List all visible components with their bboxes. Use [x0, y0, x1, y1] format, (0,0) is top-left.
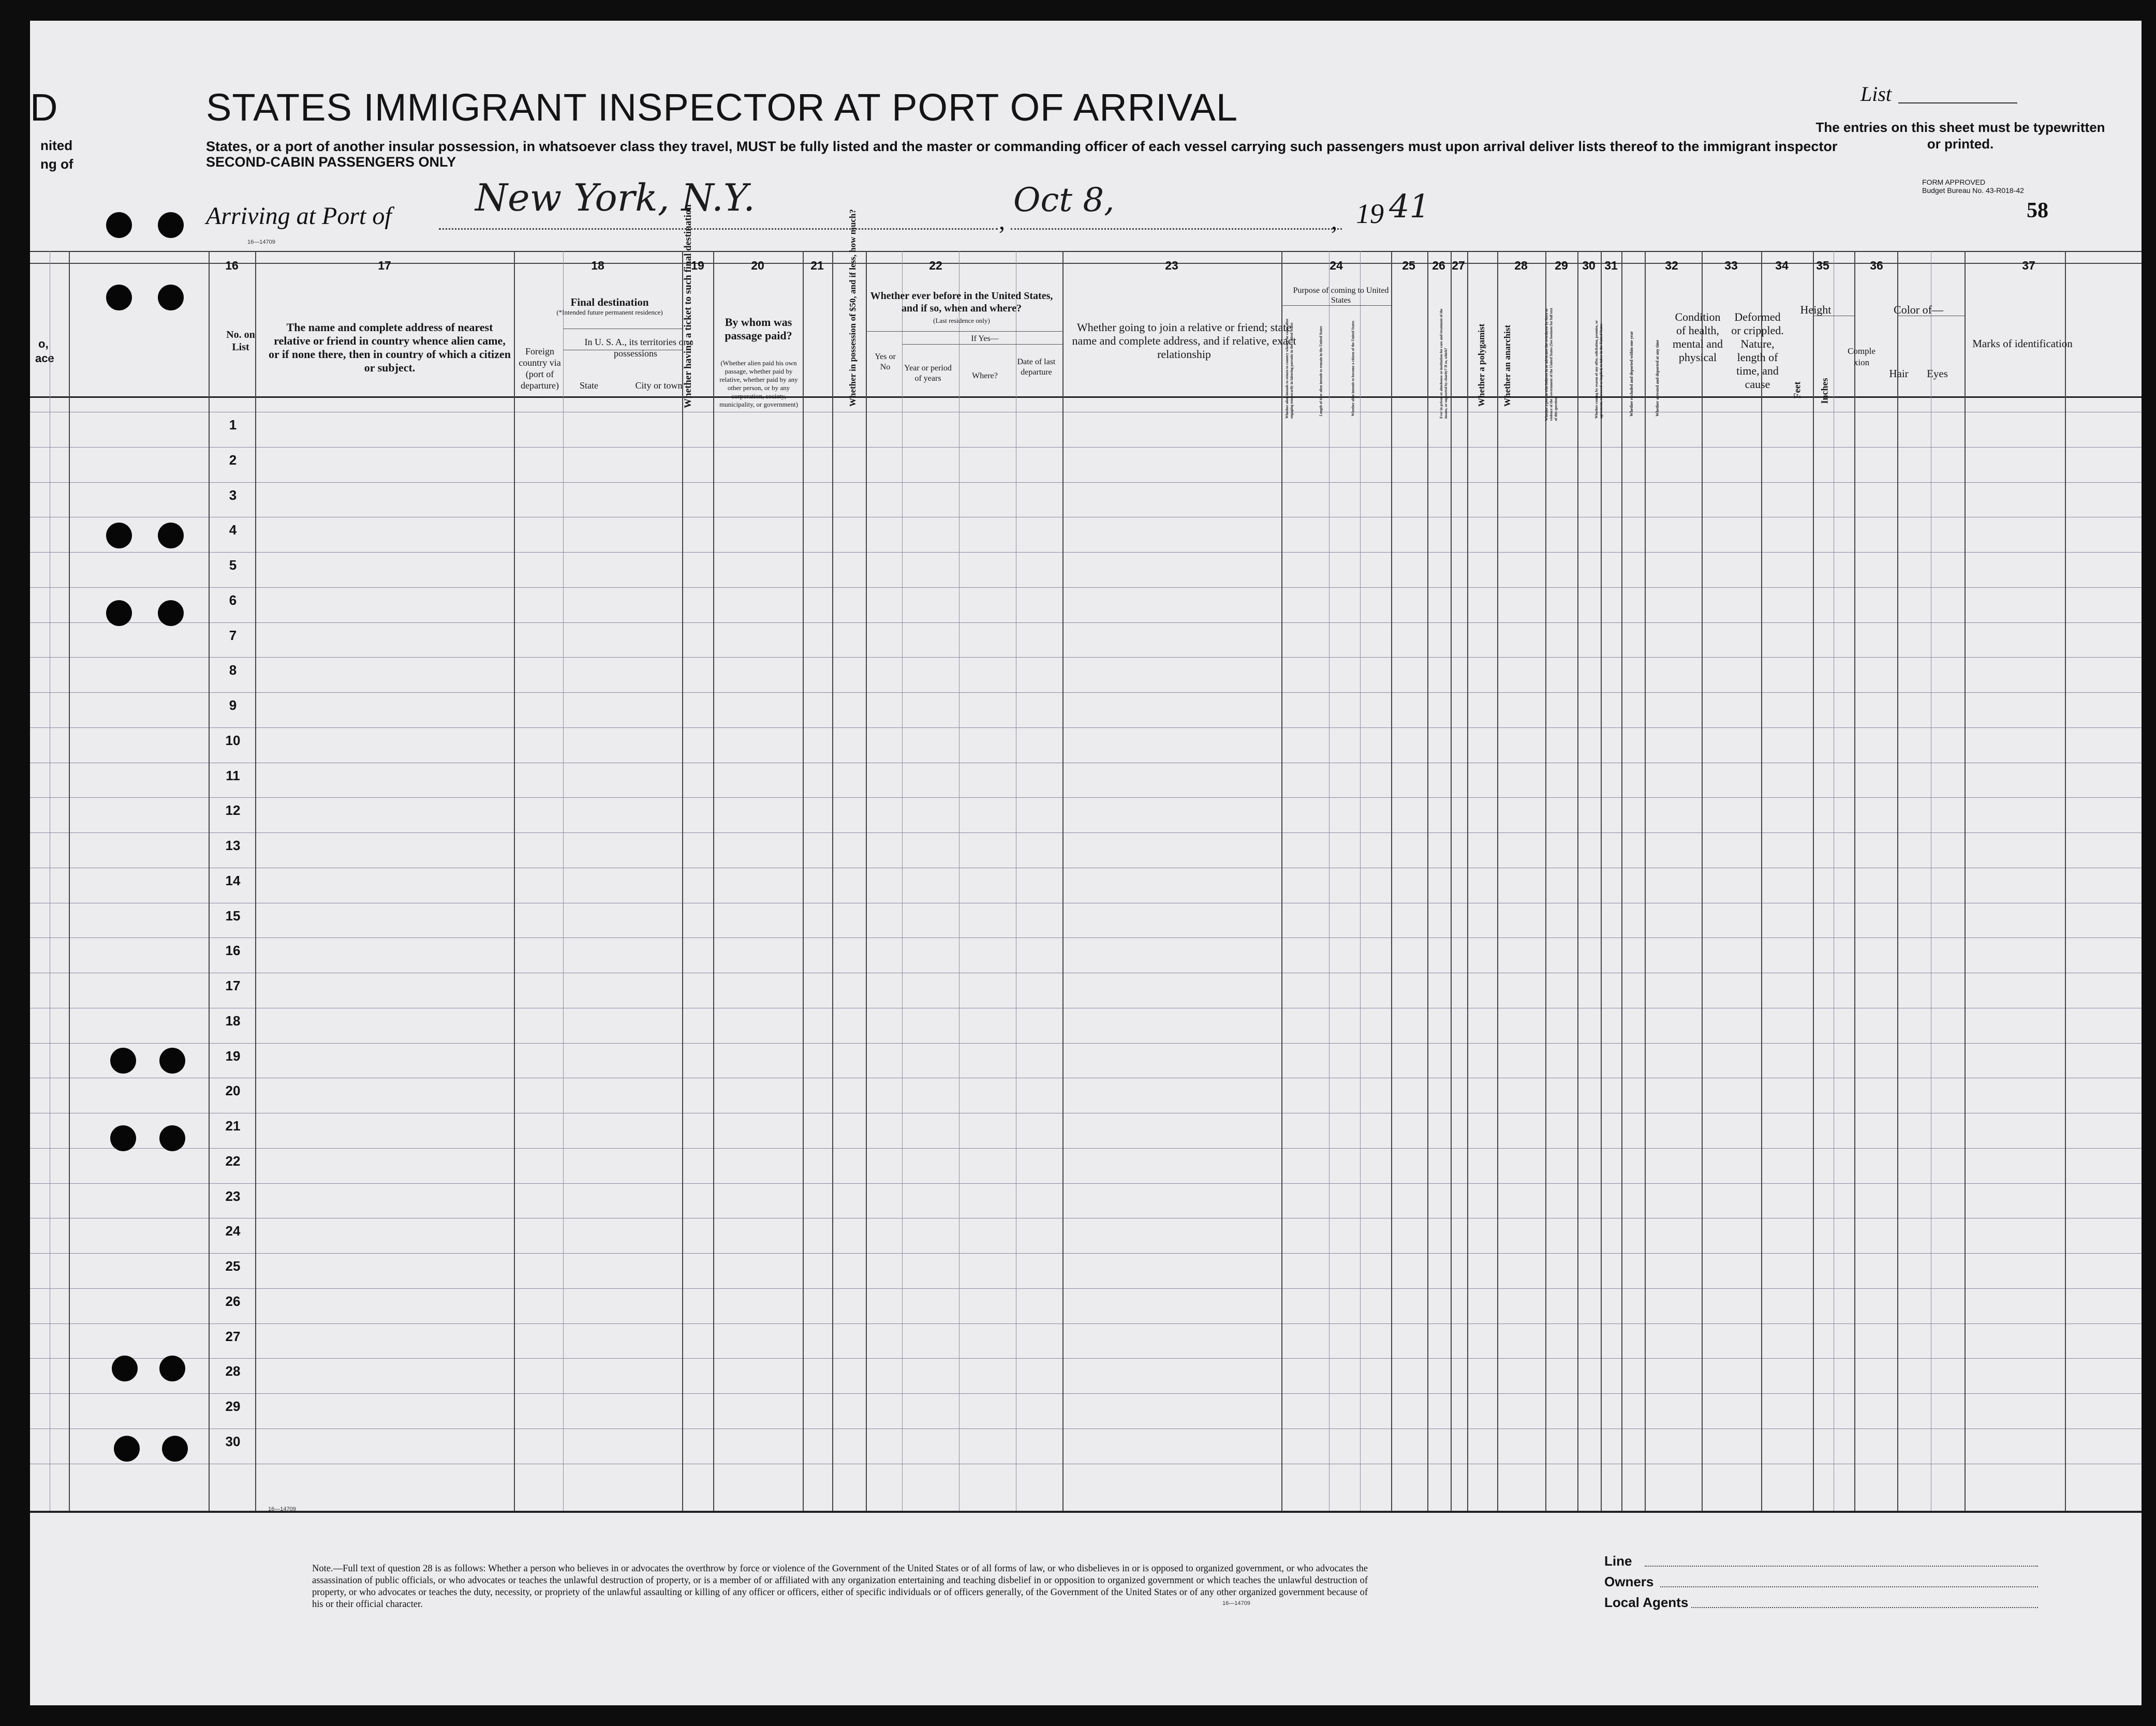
left-edge-text-2: ng of	[40, 156, 73, 172]
punch-hole	[159, 1125, 185, 1151]
left-edge-text-4: ace	[35, 352, 54, 365]
row-line	[30, 692, 2142, 693]
column-divider	[866, 251, 867, 1511]
col37-header: Marks of identification	[1972, 337, 2073, 350]
col22-note: (Last residence only)	[933, 317, 990, 324]
column-number-30: 30	[1582, 259, 1596, 272]
date-line	[1011, 228, 1342, 230]
column-divider	[1854, 251, 1855, 1511]
table-bottom-rule	[30, 1511, 2142, 1513]
col30-header: Whether excluded and deported within one year	[1629, 331, 1634, 416]
owners-field	[1660, 1586, 2038, 1587]
col25-header: Ever in prison or almshouse or institution for care and treatment of the insane, or supported by charity? If so, which?	[1439, 308, 1448, 419]
row-line	[30, 832, 2142, 833]
row-line	[30, 587, 2142, 588]
arriving-at-port-label: Arriving at Port of	[206, 202, 392, 230]
col23-header: Whether going to join a relative or friend; state name and complete address, and if relative, exact relationship	[1072, 321, 1296, 361]
owners-label: Owners	[1604, 1574, 1654, 1589]
column-divider	[1329, 251, 1330, 1511]
row-number-8: 8	[229, 662, 237, 678]
row-number-18: 18	[225, 1013, 241, 1029]
column-number-37: 37	[2022, 259, 2035, 272]
typewritten-notice: The entries on this sheet must be typewritten or printed.	[1815, 120, 2105, 152]
col16-header: No. on List	[226, 329, 255, 353]
column-number-33: 33	[1724, 259, 1738, 272]
row-number-22: 22	[225, 1153, 241, 1169]
row-number-10: 10	[225, 732, 241, 748]
column-divider	[1281, 251, 1282, 1511]
row-number-16: 16	[225, 943, 241, 959]
column-number-32: 32	[1665, 259, 1678, 272]
col18-state: State	[580, 380, 598, 391]
row-number-4: 4	[229, 522, 237, 538]
punch-hole	[158, 285, 184, 310]
row-line	[30, 1393, 2142, 1394]
punch-hole	[158, 523, 184, 548]
col24-sub-rule	[1281, 305, 1391, 306]
col28-header: Whether a person who believes in or advocates the overthrow by force or violence of the Government of the United States (See footnote for full text of this question)	[1544, 308, 1558, 421]
row-number-24: 24	[225, 1223, 241, 1239]
column-number-22: 22	[929, 259, 942, 272]
row-line	[30, 1183, 2142, 1184]
row-line	[30, 447, 2142, 448]
port-handwritten: New York, N.Y.	[475, 176, 755, 219]
column-divider	[1360, 251, 1361, 1511]
column-number-17: 17	[378, 259, 391, 272]
form-number-top: 16—14709	[247, 239, 275, 245]
row-number-26: 26	[225, 1293, 241, 1309]
col18-note: (*Intended future permanent residence)	[556, 308, 663, 316]
punch-hole	[110, 1048, 136, 1074]
column-number-19: 19	[691, 259, 704, 272]
col33-header: Deformed or crippled. Nature, length of time, and cause	[1731, 310, 1784, 391]
row-number-25: 25	[225, 1258, 241, 1274]
column-number-36: 36	[1870, 259, 1883, 272]
column-number-23: 23	[1165, 259, 1178, 272]
column-number-25: 25	[1402, 259, 1415, 272]
column-number-34: 34	[1775, 259, 1789, 272]
column-divider	[1813, 251, 1814, 1511]
punch-hole	[106, 212, 132, 238]
col27-header: Whether an anarchist	[1502, 324, 1512, 407]
row-number-13: 13	[225, 838, 241, 853]
column-divider	[1645, 251, 1646, 1511]
manifest-sheet	[30, 21, 2142, 1705]
col17-header: The name and complete address of nearest relative or friend in country whence alien came, or if none there, then in country of which a citizen or subject.	[269, 321, 511, 374]
col22-if-yes: If Yes—	[971, 334, 999, 343]
row-number-6: 6	[229, 592, 237, 608]
col32-header: Condition of health, mental and physical	[1672, 310, 1723, 364]
row-line	[30, 657, 2142, 658]
line-field	[1645, 1565, 2038, 1567]
column-number-29: 29	[1555, 259, 1568, 272]
col24-b: Length of time alien intends to remain in the United States	[1319, 326, 1323, 416]
column-divider	[1621, 251, 1622, 1511]
row-line	[30, 1043, 2142, 1044]
column-divider	[902, 251, 903, 1511]
column-divider	[2065, 251, 2066, 1511]
row-number-12: 12	[225, 802, 241, 819]
comma-1: ,	[999, 207, 1005, 235]
col24-title: Purpose of coming to United States	[1293, 286, 1389, 305]
port-line	[439, 228, 998, 230]
col22-where: Where?	[972, 371, 998, 380]
local-agents-field	[1691, 1606, 2038, 1608]
column-divider	[1062, 251, 1064, 1511]
column-divider	[1702, 251, 1703, 1511]
col19-header: Whether having a ticket to such final destination	[683, 204, 693, 408]
punch-hole	[158, 600, 184, 626]
column-divider	[1545, 251, 1546, 1511]
column-number-16: 16	[225, 259, 239, 272]
col31-header: Whether arrested and deported at any time	[1655, 339, 1660, 416]
punch-hole	[159, 1356, 185, 1381]
column-number-31: 31	[1604, 259, 1618, 272]
row-number-30: 30	[225, 1433, 241, 1449]
left-edge-text-3: o,	[38, 337, 49, 350]
row-number-23: 23	[225, 1188, 241, 1204]
date-handwritten: Oct 8,	[1013, 181, 1115, 219]
column-divider	[803, 251, 804, 1511]
row-number-9: 9	[229, 697, 237, 713]
row-line	[30, 1323, 2142, 1324]
column-divider	[1601, 251, 1602, 1511]
header-subtitle: States, or a port of another insular possession, in whatsoever class they travel, MUST be fully listed and the master or commanding officer of each vessel carrying such passengers must upon arrival deliver lists thereof to the immigrant inspector	[206, 139, 1838, 154]
column-divider	[1497, 251, 1498, 1511]
row-line	[30, 727, 2142, 728]
col36-hair: Hair	[1889, 367, 1909, 380]
col29-header: Whether coming by reason of any offer, solicitation, promise, or agreement, expressed or implied, to labor in the United States	[1594, 320, 1603, 419]
col22-date: Date of last departure	[1017, 358, 1056, 377]
col22-sub-rule	[866, 331, 1062, 332]
row-number-2: 2	[229, 452, 237, 468]
punch-hole	[106, 523, 132, 548]
punch-hole	[158, 212, 184, 238]
col22-sub-rule	[902, 344, 1062, 345]
header-top-rule	[30, 251, 2142, 252]
comma-2: ,	[1331, 207, 1337, 235]
col20-note: (Whether alien paid his own passage, whether paid by relative, whether paid by any other person, or by any corporation, society, municipality, or government)	[719, 359, 798, 408]
column-divider	[1965, 251, 1966, 1511]
form-approved-label: FORM APPROVED	[1922, 178, 1986, 186]
column-divider	[832, 251, 833, 1511]
page-number: 58	[2027, 199, 2048, 222]
col34-inches: Inches	[1819, 378, 1830, 404]
row-number-11: 11	[226, 767, 240, 783]
page-title: STATES IMMIGRANT INSPECTOR AT PORT OF ARRIVAL	[206, 86, 1238, 129]
row-number-17: 17	[225, 978, 241, 993]
local-agents-label: Local Agents	[1604, 1595, 1689, 1610]
column-divider	[1467, 251, 1468, 1511]
punch-hole	[162, 1436, 188, 1462]
col36-eyes: Eyes	[1927, 367, 1948, 380]
budget-bureau-number: Budget Bureau No. 43-R018-42	[1922, 186, 2024, 195]
col18-foreign: Foreign country via (port of departure)—	[519, 346, 561, 402]
punch-hole	[159, 1048, 185, 1074]
row-number-29: 29	[225, 1398, 241, 1414]
column-divider	[1897, 251, 1898, 1511]
form-approved	[1922, 178, 2024, 195]
col24-a: Whether alien intends to return to country whence he came after engaging temporarily in laboring pursuits in the United States	[1285, 318, 1294, 419]
column-divider	[1577, 251, 1578, 1511]
row-line	[30, 1148, 2142, 1149]
row-number-28: 28	[225, 1363, 241, 1379]
column-divider	[1391, 251, 1392, 1511]
column-divider	[713, 251, 714, 1511]
row-number-5: 5	[229, 557, 237, 573]
row-number-14: 14	[225, 872, 241, 888]
year-handwritten: 41	[1389, 187, 1430, 225]
row-line	[30, 1358, 2142, 1359]
col22-year: Year or period of years	[904, 364, 952, 383]
column-number-28: 28	[1514, 259, 1528, 272]
punch-hole	[114, 1436, 140, 1462]
row-number-7: 7	[229, 627, 237, 643]
row-line	[30, 622, 2142, 623]
row-number-27: 27	[225, 1328, 241, 1344]
col20-title: By whom was passage paid?	[725, 316, 792, 342]
row-line	[30, 1253, 2142, 1254]
col34-feet: Feet	[1792, 381, 1803, 399]
list-number-line	[1898, 102, 2017, 103]
col35-header: Complexion	[1848, 346, 1876, 367]
col22-yes-or-no: Yes or No	[875, 352, 896, 371]
question-28-footnote: Note.—Full text of question 28 is as follows: Whether a person who believes in or advocates the overthrow by force or violence of the Government of the United States or of all forms of law, or who disbelieves in or is opposed to organized government, or who advocates the assassination of public officials, or who advocates or teaches the unlawful destruction of property, or is a member of or affiliated with any organization entertaining and teaching disbelief in or opposition to organized government or which teaches the unlawful destruction of property, or who advocates or teaches the duty, necessity, or propriety of the unlawful assaulting or killing of any officer or officers, either of specific individuals or of officers generally, of the Government of the United States or of any other organized government because of his or their official character.	[312, 1564, 1368, 1610]
column-divider	[1761, 251, 1762, 1511]
punch-hole	[106, 285, 132, 310]
col18-city: City or town	[635, 380, 683, 391]
left-edge-letter: D	[30, 86, 58, 129]
col18-title: Final destination	[570, 296, 649, 308]
row-line	[30, 552, 2142, 553]
column-divider	[514, 251, 515, 1511]
col26-header: Whether a polygamist	[1476, 323, 1486, 407]
passenger-class: SECOND-CABIN PASSENGERS ONLY	[206, 154, 456, 170]
column-divider	[563, 251, 564, 1511]
column-divider	[69, 251, 70, 1511]
punch-hole	[112, 1356, 138, 1381]
punch-hole	[110, 1125, 136, 1151]
column-number-26: 26	[1432, 259, 1445, 272]
col22-title: Whether ever before in the United States, and if so, when and where?	[870, 290, 1053, 314]
col18-usa: In U. S. A., its territories or possessions	[584, 337, 687, 359]
column-number-21: 21	[810, 259, 824, 272]
row-line	[30, 482, 2142, 483]
row-line	[30, 797, 2142, 798]
column-number-35: 35	[1816, 259, 1829, 272]
column-divider	[682, 251, 683, 1511]
column-number-24: 24	[1330, 259, 1343, 272]
row-number-19: 19	[225, 1048, 241, 1064]
col21-header: Whether in possession of $50, and if less, how much?	[848, 209, 858, 407]
column-number-18: 18	[591, 259, 604, 272]
row-number-20: 20	[225, 1083, 241, 1099]
form-number-note: 16—14709	[1222, 1600, 1250, 1606]
row-line	[30, 1288, 2142, 1289]
line-label: Line	[1604, 1553, 1632, 1569]
row-number-15: 15	[225, 907, 241, 924]
punch-hole	[106, 600, 132, 626]
row-number-1: 1	[229, 417, 237, 433]
column-divider	[1451, 251, 1452, 1511]
column-number-27: 27	[1452, 259, 1465, 272]
column-number-20: 20	[751, 259, 764, 272]
left-edge-text-1: nited	[40, 138, 73, 153]
year-prefix: 19	[1356, 198, 1384, 229]
col36-title: Color of—	[1894, 303, 1943, 316]
col34-title: Height	[1800, 303, 1832, 316]
row-number-21: 21	[225, 1118, 241, 1134]
form-number-bottom: 16—14709	[268, 1506, 296, 1512]
list-label: List	[1860, 82, 1892, 106]
col24-c: Whether alien intends to become a citizen of the United States	[1351, 320, 1355, 416]
column-divider	[1427, 251, 1428, 1511]
row-number-3: 3	[229, 487, 237, 503]
